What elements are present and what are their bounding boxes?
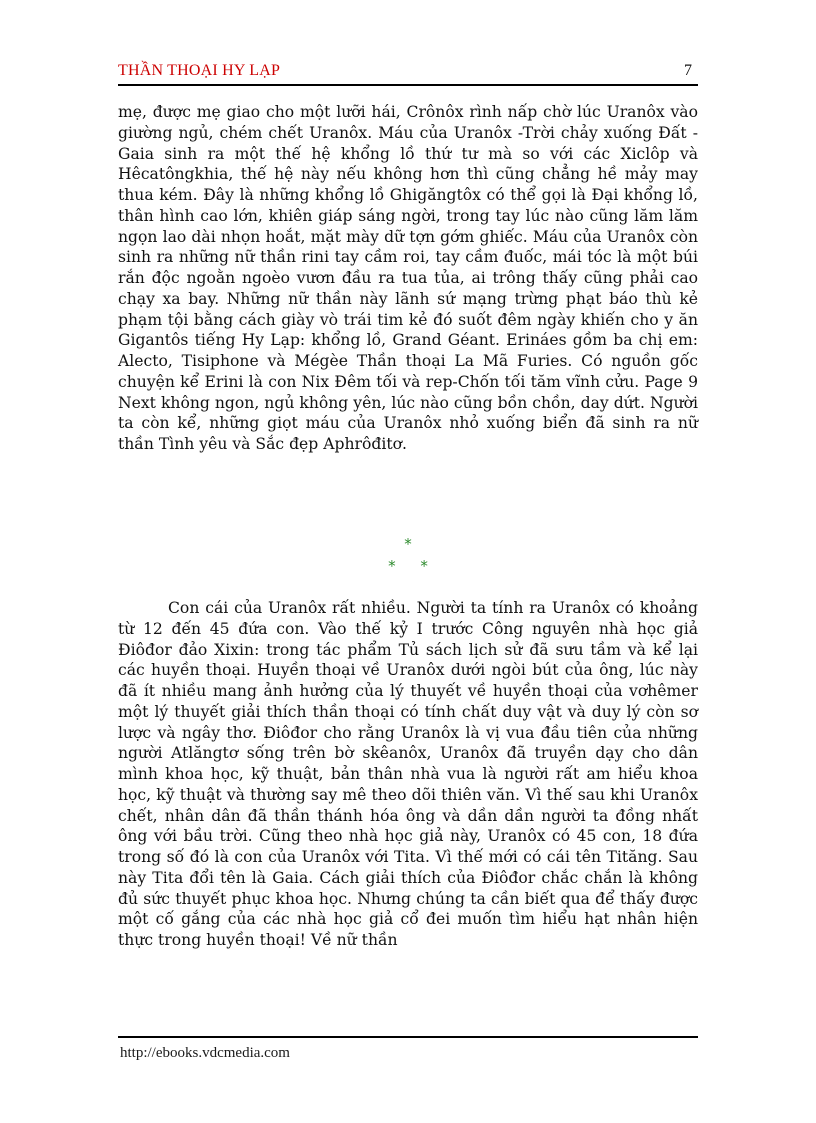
- paragraph-2: Con cái của Uranôx rất nhiều. Người ta tính ra Uranôx có khoảng từ 12 đến 45 đứa con. Vào thế kỷ I trước Công nguyên nhà học giả Điôđor đảo Xixin: trong tác phẩm Tủ sách lịch sử đã sưu tầm và kể lại các huyền thoại. Huyền thoại về Uranôx dưới ngòi bút của ông, lúc này đã ít nhiều mang ảnh hưởng của lý thuyết về huyền thoại của vơhêmer một lý thuyết giải thích thần thoại có tính chất duy vật và duy lý còn sơ lược và ngây thơ. Điôđor cho rằng Uranôx là vị vua đầu tiên của những người Atlăngtơ sống trên bờ skêanôx, Uranôx đã truyền dạy cho dân mình khoa học, kỹ thuật, bản thân nhà vua là người rất am hiểu khoa học, kỹ thuật và thường say mê theo dõi thiên văn. Vì thế sau khi Uranôx chết, nhân dân đã thần thánh hóa ông và dần dần người ta đồng nhất ông với bầu trời. Cũng theo nhà học giả này, Uranôx có 45 con, 18 đứa trong số đó là con của Uranôx với Tita. Vì thế mới có cái tên Tităng. Sau này Tita đổi tên là Gaia. Cách giải thích của Điôđor chắc chắn là không đủ sức thuyết phục khoa học. Nhưng chúng ta cần biết qua để thấy được một cố gắng của các nhà học giả cổ đei muốn tìm hiểu hạt nhân hiện thực trong huyền thoại! Về nữ thần: [118, 599, 698, 949]
- paragraph-1: mẹ, được mẹ giao cho một lưỡi hái, Crônôx rình nấp chờ lúc Uranôx vào giường ngủ, chém chết Uranôx. Máu của Uranôx -Trời chảy xuống Đất -Gaia sinh ra một thế hệ khổng lồ thứ tư mà so với các Xiclôp và Hêcatôngkhia, thế hệ này nếu không hơn thì cũng chẳng hề mảy may thua kém. Đây là những khổng lồ Ghigăngtôx có thể gọi là Đại khổng lồ, thân hình cao lớn, khiên giáp sáng ngời, trong tay lúc nào cũng lăm lăm ngọn lao dài nhọn hoắt, mặt mày dữ tợn gớm ghiếc. Máu của Uranôx còn sinh ra những nữ thần rini tay cầm roi, tay cầm đuốc, mái tóc là một búi rắn độc ngoằn ngoèo vươn đầu ra tua tủa, ai trông thấy cũng phải cao chạy xa bay. Những nữ thần này lãnh sứ mạng trừng phạt báo thù kẻ phạm tội bằng cách giày vò trái tim kẻ đó suốt đêm ngày khiến cho y ăn Gigantôs tiếng Hy Lạp: khổng lồ, Grand Géant. Erináes gồm ba chị em: Alecto, Tisiphone và Mégèe Thần thoại La Mã Furies. Có nguồn gốc chuyện kể Erini là con Nix Đêm tối và rep-Chốn tối tăm vĩnh cửu. Page 9 Next không ngon, ngủ không yên, lúc nào cũng bồn chồn, day dứt. Người ta còn kể, những giọt máu của Uranôx nhỏ xuống biển đã sinh ra nữ thần Tình yêu và Sắc đẹp Aphrôđitơ.: [118, 103, 698, 453]
- book-title: THẦN THOẠI HY LẠP: [118, 62, 281, 79]
- header-divider: [118, 84, 698, 86]
- page-number: 7: [684, 62, 692, 79]
- footer-link[interactable]: http://ebooks.vdcmedia.com: [120, 1045, 290, 1061]
- section-separator-bottom: * *: [388, 557, 428, 575]
- section-separator-top: *: [404, 535, 412, 553]
- page-header: [118, 60, 698, 84]
- footer-divider: [118, 1036, 698, 1038]
